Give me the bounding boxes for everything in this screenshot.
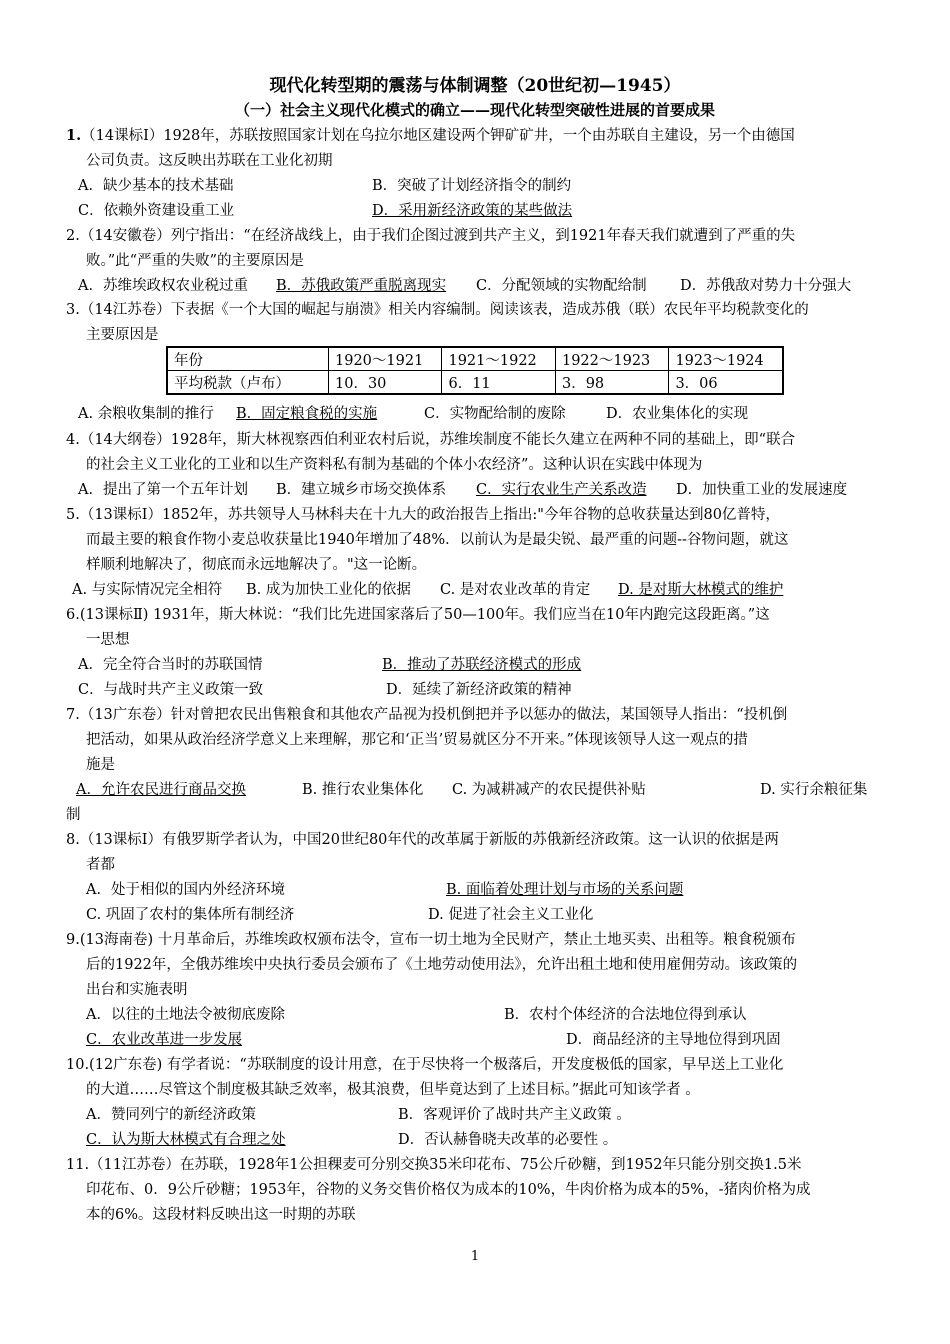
question-4-stem-line2: 的社会主义工业化的工业和以生产资料私有制为基础的个体小农经济”。这种认识在实践中体现为 bbox=[86, 457, 703, 473]
question-4-option-d: D．加快重工业的发展速度 bbox=[676, 482, 848, 498]
question-6-option-d: D．延续了新经济政策的精神 bbox=[386, 682, 572, 698]
table-cell: 1923～1924 bbox=[669, 347, 783, 371]
question-1-option-d-answer: D．采用新经济政策的某些做法 bbox=[372, 203, 573, 219]
page-title: 现代化转型期的震荡与体制调整（20世纪初—1945） bbox=[269, 76, 681, 96]
question-5-stem-line2: 而最主要的粮食作物小麦总收获量比1940年增加了48%．以前认为是最尖锐、最严重的问题--谷物问题，就这 bbox=[86, 532, 789, 548]
question-8-option-a: A．处于相似的国内外经济环境 bbox=[86, 882, 285, 898]
question-1-stem-line2: 公司负责。这反映出苏联在工业化初期 bbox=[86, 153, 333, 169]
question-9-stem-line1: 9.(13海南卷) 十月革命后，苏维埃政权颁布法令，宣布一切土地为全民财产，禁止土地买卖、出租等。粮食税颁布 bbox=[66, 932, 796, 948]
question-7-stem-line2: 把活动，如果从政治经济学意义上来理解，那它和‘正当’贸易就区分不开来。”体现该领导人这一观点的措 bbox=[86, 732, 748, 748]
question-2-option-a: A．苏维埃政权农业税过重 bbox=[78, 278, 248, 294]
question-3-stem-line1: 3.（14江苏卷）下表据《一个大国的崛起与崩溃》相关内容编制。阅读该表，造成苏俄（联）农民年平均税款变化的 bbox=[66, 302, 809, 318]
question-11-stem-line1: 11.（11江苏卷）在苏联，1928年1公担稞麦可分别交换35米印花布、75公斤砂糖，到1952年只能分别交换1.5米 bbox=[66, 1157, 802, 1173]
question-1-option-a: A．缺少基本的技术基础 bbox=[78, 178, 234, 194]
table-row bbox=[167, 347, 783, 371]
question-3-option-c: C．实物配给制的废除 bbox=[424, 406, 566, 422]
question-8-stem-line2: 者都 bbox=[86, 857, 115, 873]
question-9-option-a: A．以往的土地法令被彻底废除 bbox=[86, 1007, 285, 1023]
question-10-stem-line2: 的大道……尽管这个制度极其缺乏效率，极其浪费，但毕竟达到了上述目标。”据此可知该学者 。 bbox=[86, 1082, 700, 1098]
question-5-option-a: A. 与实际情况完全相符 bbox=[72, 582, 223, 598]
question-11-stem-line2: 印花布、0．9公斤砂糖；1953年，谷物的义务交售价格仅为成本的10%，牛肉价格为成本的5%，-猪肉价格为成 bbox=[86, 1182, 811, 1198]
question-4-option-c-answer: C．实行农业生产关系改造 bbox=[476, 482, 647, 498]
table-cell: 3．06 bbox=[669, 371, 783, 395]
question-1-stem-line1: 1.（14课标Ⅰ）1928年，苏联按照国家计划在乌拉尔地区建设两个钾矿矿井，一个由苏联自主建设，另一个由德国 bbox=[66, 127, 795, 144]
question-10-stem-line1: 10.(12广东卷) 有学者说：“苏联制度的设计用意，在于尽快将一个极落后，开发度极低的国家，早早送上工业化 bbox=[66, 1057, 784, 1073]
question-2-option-c: C．分配领域的实物配给制 bbox=[476, 278, 647, 294]
question-5-stem-line3: 样顺利地解决了，彻底而永远地解决了。"这一论断。 bbox=[86, 557, 427, 573]
question-7-option-a-answer: A．允许农民进行商品交换 bbox=[76, 782, 246, 798]
question-2-option-d: D．苏俄敌对势力十分强大 bbox=[680, 278, 852, 294]
question-4-option-a: A．提出了第一个五年计划 bbox=[78, 482, 248, 498]
table-cell: 1922～1923 bbox=[555, 347, 668, 371]
tax-table bbox=[166, 346, 784, 395]
question-4-stem-line1: 4.（14大纲卷）1928年，斯大林视察西伯利亚农村后说，苏维埃制度不能长久建立在两种不同的基础上，即“联合 bbox=[66, 432, 796, 448]
question-9-option-d: D．商品经济的主导地位得到巩固 bbox=[566, 1032, 781, 1048]
question-2-stem-line2: 败。”此“严重的失败”的主要原因是 bbox=[86, 253, 304, 269]
question-2-option-b-answer: B．苏俄政策严重脱离现实 bbox=[276, 278, 447, 294]
question-5-option-d-answer: D. 是对斯大林模式的维护 bbox=[618, 582, 784, 598]
question-9-option-b: B．农村个体经济的合法地位得到承认 bbox=[504, 1007, 747, 1023]
question-8-option-d: D. 促进了社会主义工业化 bbox=[428, 907, 594, 923]
question-10-option-d: D．否认赫鲁晓夫改革的必要性 。 bbox=[398, 1132, 618, 1148]
question-7-option-c: C. 为减耕减产的农民提供补贴 bbox=[452, 782, 646, 798]
question-6-stem-line2: 一思想 bbox=[86, 632, 130, 648]
table-cell: 平均税款（卢布） bbox=[167, 371, 329, 395]
question-1-option-b: B．突破了计划经济指令的制约 bbox=[372, 178, 572, 194]
question-6-option-b-answer: B．推动了苏联经济模式的形成 bbox=[382, 657, 582, 673]
table-cell: 年份 bbox=[167, 347, 329, 371]
question-4-option-b: B．建立城乡市场交换体系 bbox=[276, 482, 447, 498]
question-9-option-c-answer: C．农业改革进一步发展 bbox=[86, 1032, 243, 1048]
question-11-stem-line3: 本的6%。这段材料反映出这一时期的苏联 bbox=[86, 1207, 356, 1223]
table-row bbox=[167, 371, 783, 395]
question-5-stem-line1: 5.（13课标Ⅰ）1852年，苏共领导人马林科夫在十九大的政治报告上指出:"今年谷物的总收获量达到80亿普特， bbox=[66, 507, 780, 523]
question-10-option-a: A．赞同列宁的新经济政策 bbox=[86, 1107, 256, 1123]
question-7-option-d-wrap: 制 bbox=[66, 807, 81, 823]
question-3-option-d: D．农业集体化的实现 bbox=[606, 406, 749, 422]
question-6-option-c: C．与战时共产主义政策一致 bbox=[78, 682, 264, 698]
question-7-option-b: B. 推行农业集体化 bbox=[302, 782, 424, 798]
question-6-stem-line1: 6.(13课标Ⅱ) 1931年，斯大林说：“我们比先进国家落后了50—100年。我们应当在10年内跑完这段距离。”这 bbox=[66, 607, 770, 623]
question-5-option-b: B. 成为加快工业化的依据 bbox=[246, 582, 411, 598]
table-cell: 3．98 bbox=[555, 371, 668, 395]
question-7-stem-line1: 7.（13广东卷）针对曾把农民出售粮食和其他农产品视为投机倒把并予以惩办的做法，某国领导人指出：“投机倒 bbox=[66, 707, 788, 723]
question-8-option-c: C. 巩固了农村的集体所有制经济 bbox=[86, 907, 295, 923]
question-7-stem-line3: 施是 bbox=[86, 757, 115, 773]
table-cell: 6．11 bbox=[442, 371, 555, 395]
question-6-option-a: A．完全符合当时的苏联国情 bbox=[78, 657, 263, 673]
table-cell: 1920～1921 bbox=[329, 347, 442, 371]
page-number: 1 bbox=[470, 1249, 480, 1264]
question-8-stem-line1: 8.（13课标Ⅰ）有俄罗斯学者认为，中国20世纪80年代的改革属于新版的苏俄新经济政策。这一认识的依据是两 bbox=[66, 832, 779, 848]
question-3-stem-line2: 主要原因是 bbox=[86, 327, 159, 343]
question-9-stem-line2: 后的1922年，全俄苏维埃中央执行委员会颁布了《土地劳动使用法》，允许出租土地和使用雇佣劳动。该政策的 bbox=[86, 957, 798, 973]
question-3-option-b-answer: B．固定粮食税的实施 bbox=[236, 406, 378, 422]
section-subtitle: （一）社会主义现代化模式的确立——现代化转型突破性进展的首要成果 bbox=[234, 101, 715, 119]
question-1-option-c: C．依赖外资建设重工业 bbox=[78, 203, 235, 219]
question-3-option-a: A. 余粮收集制的推行 bbox=[78, 406, 214, 422]
question-10-option-b: B．客观评价了战时共产主义政策 。 bbox=[398, 1107, 631, 1123]
table-cell: 1921～1922 bbox=[442, 347, 555, 371]
table-cell: 10．30 bbox=[329, 371, 442, 395]
question-10-option-c-answer: C．认为斯大林模式有合理之处 bbox=[86, 1132, 286, 1148]
question-5-option-c: C. 是对农业改革的肯定 bbox=[440, 582, 591, 598]
question-8-option-b-answer: B. 面临着处理计划与市场的关系问题 bbox=[446, 882, 684, 898]
question-2-stem-line1: 2.（14安徽卷）列宁指出：“在经济战线上，由于我们企图过渡到共产主义，到1921年春天我们就遭到了严重的失 bbox=[66, 228, 796, 244]
question-7-option-d: D. 实行余粮征集 bbox=[760, 782, 868, 798]
question-1-number: 1. bbox=[66, 127, 82, 144]
question-9-stem-line3: 出台和实施表明 bbox=[86, 982, 188, 998]
